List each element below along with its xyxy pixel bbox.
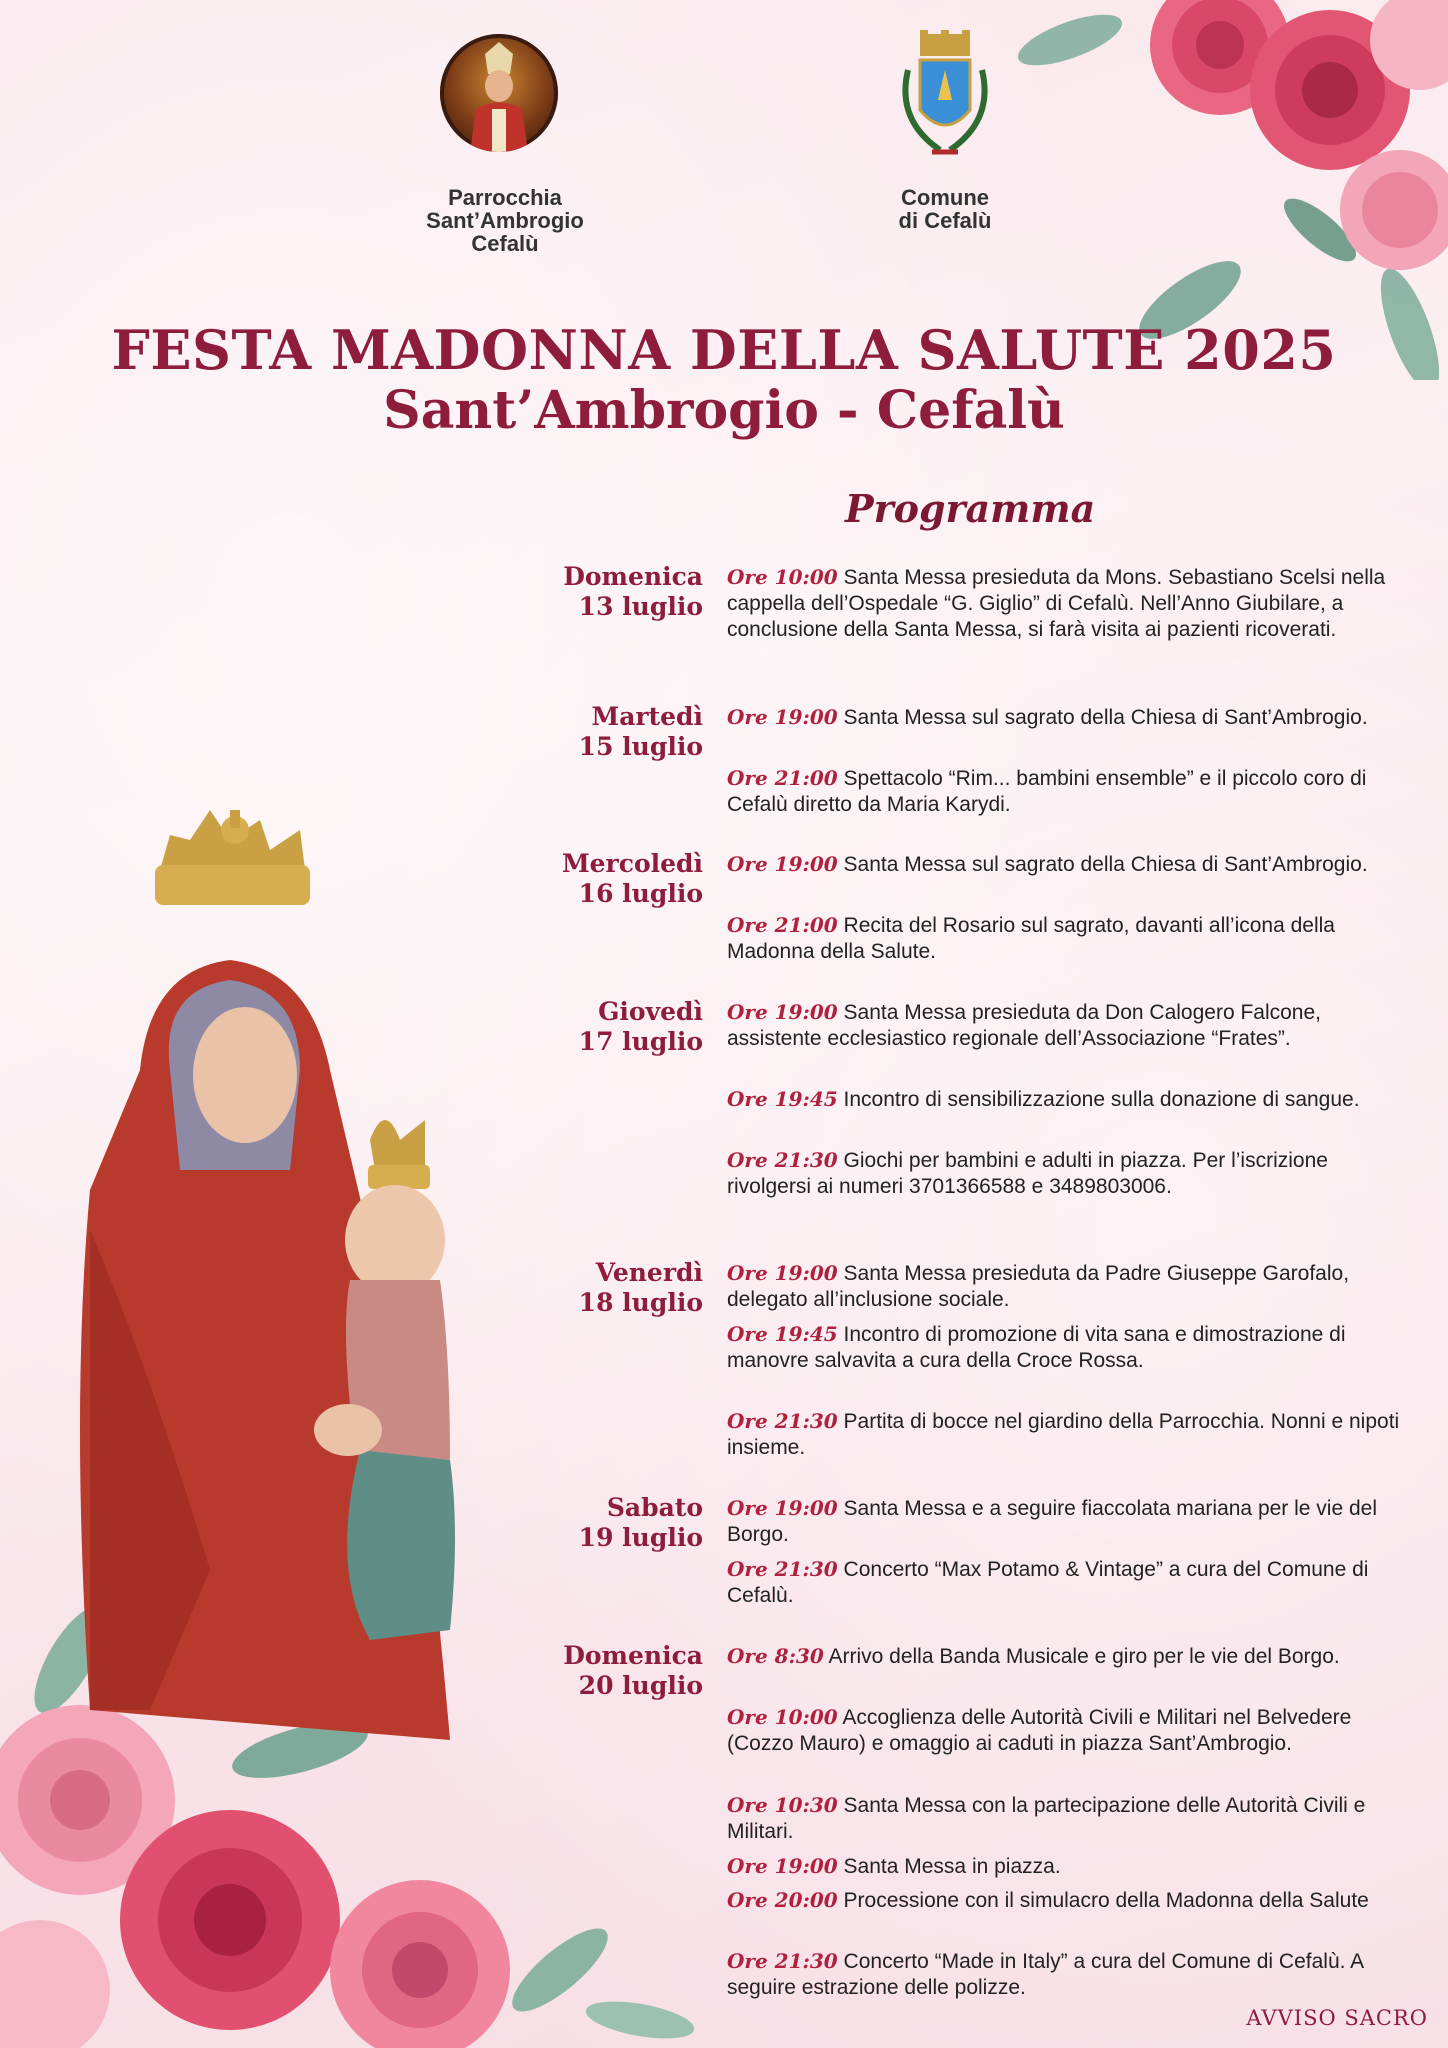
- event-entry: Ore 19:45 Incontro di sensibilizzazione sulla donazione di sangue.: [727, 1087, 1360, 1111]
- day-label: Venerdì 18 luglio: [578, 1258, 703, 1317]
- comune-name: Comune di Cefalù: [898, 185, 992, 233]
- event-entry: Ore 19:00 Santa Messa in piazza.: [727, 1854, 1061, 1878]
- madonna-statue-image: [30, 810, 570, 1830]
- day-label: Mercoledì 16 luglio: [561, 849, 703, 908]
- event-entry: Ore 10:30 Santa Messa con la partecipazione delle Autorità Civili e Militari.: [727, 1793, 1366, 1843]
- event-entry: Ore 19:45 Incontro di promozione di vita sana e dimostrazione di manovre salvavita a cura della Croce Rossa.: [727, 1322, 1346, 1372]
- day-label: Sabato 19 luglio: [578, 1493, 703, 1552]
- program-heading: Programma: [845, 486, 1096, 531]
- event-entry: Ore 21:30 Giochi per bambini e adulti in piazza. Per l’iscrizione rivolgersi ai numeri 3701366588 e 3489803006.: [727, 1148, 1328, 1198]
- day-label: Domenica 13 luglio: [563, 562, 703, 621]
- event-entry: Ore 19:00 Santa Messa sul sagrato della Chiesa di Sant’Ambrogio.: [727, 705, 1368, 729]
- event-entry: Ore 20:00 Processione con il simulacro della Madonna della Salute: [727, 1888, 1369, 1912]
- day-label: Giovedì 17 luglio: [578, 997, 703, 1056]
- event-entry: Ore 19:00 Santa Messa presieduta da Don Calogero Falcone, assistente ecclesiastico regionale dell’Associazione “Frates”.: [727, 1000, 1321, 1050]
- event-entry: Ore 21:30 Concerto “Made in Italy” a cura del Comune di Cefalù. A seguire estrazione delle polizze.: [727, 1949, 1363, 1999]
- day-label: Domenica 20 luglio: [563, 1641, 703, 1700]
- event-entry: Ore 21:00 Spettacolo “Rim... bambini ensemble” e il piccolo coro di Cefalù diretto da Maria Karydi.: [727, 766, 1367, 816]
- event-entry: Ore 10:00 Santa Messa presieduta da Mons. Sebastiano Scelsi nella cappella dell’Ospedale “G. Giglio” di Cefalù. Nell’Anno Giubilare, a conclusione della Santa Messa, si farà visita ai pazienti ricoverati.: [727, 565, 1386, 641]
- event-entry: Ore 21:30 Partita di bocce nel giardino della Parrocchia. Nonni e nipoti insieme.: [727, 1409, 1400, 1459]
- parish-name: Parrocchia Sant’Ambrogio Cefalù: [426, 185, 584, 256]
- event-entry: Ore 10:00 Accoglienza delle Autorità Civili e Militari nel Belvedere (Cozzo Mauro) e omaggio ai caduti in piazza Sant’Ambrogio.: [727, 1705, 1352, 1755]
- comune-crest-icon: [890, 30, 1000, 170]
- event-entry: Ore 21:30 Concerto “Max Potamo & Vintage” a cura del Comune di Cefalù.: [727, 1557, 1369, 1607]
- event-entry: Ore 19:00 Santa Messa sul sagrato della Chiesa di Sant’Ambrogio.: [727, 852, 1368, 876]
- event-entry: Ore 19:00 Santa Messa e a seguire fiaccolata mariana per le vie del Borgo.: [727, 1496, 1378, 1546]
- event-entry: Ore 21:00 Recita del Rosario sul sagrato, davanti all’icona della Madonna della Salute.: [727, 913, 1335, 963]
- event-entry: Ore 8:30 Arrivo della Banda Musicale e giro per le vie del Borgo.: [727, 1644, 1340, 1668]
- footer-notice: AVVISO SACRO: [1246, 2006, 1428, 2030]
- subtitle: Sant’Ambrogio - Cefalù: [383, 380, 1065, 441]
- parish-logo-icon: [440, 34, 558, 152]
- event-entry: Ore 19:00 Santa Messa presieduta da Padre Giuseppe Garofalo, delegato all’inclusione sociale.: [727, 1261, 1350, 1311]
- day-label: Martedì 15 luglio: [578, 702, 703, 761]
- main-title: FESTA MADONNA DELLA SALUTE 2025: [111, 318, 1337, 382]
